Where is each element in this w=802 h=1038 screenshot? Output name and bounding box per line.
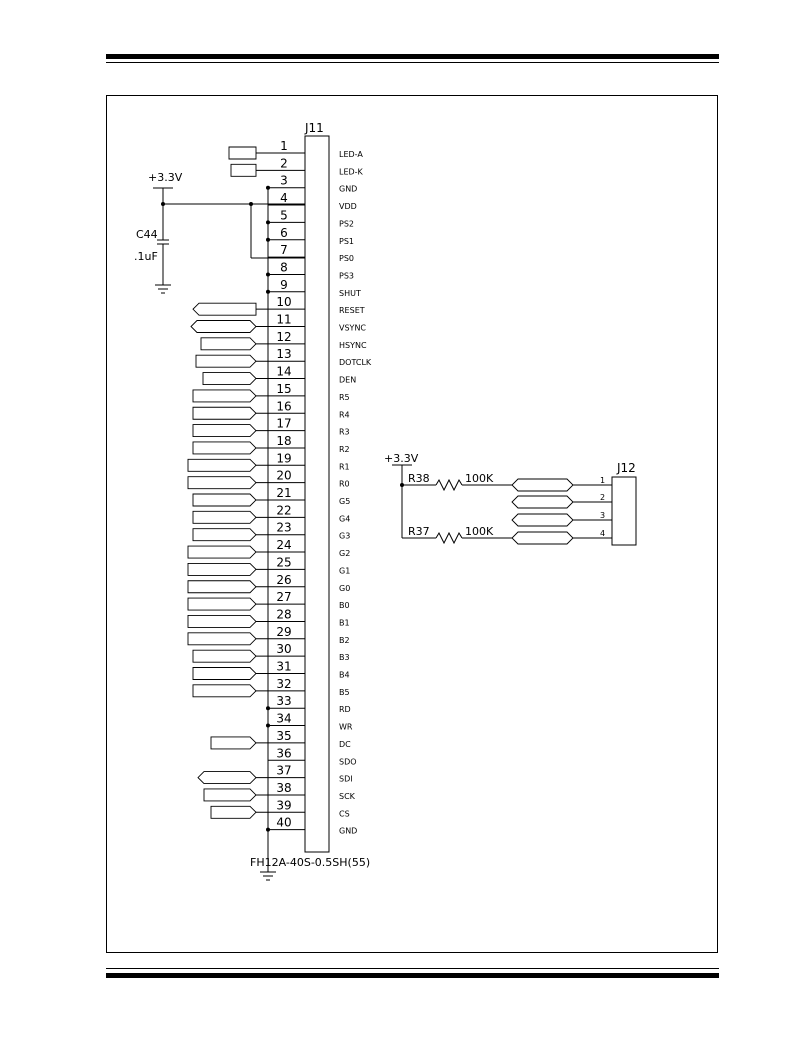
- net-label-tag: [188, 546, 256, 558]
- net-label-tag: [188, 615, 256, 627]
- j11-pin-number: 16: [276, 399, 292, 414]
- j11-pin-number: 4: [280, 191, 288, 206]
- j11-pin-number: 25: [276, 555, 292, 570]
- j11-pin-number: 19: [276, 451, 292, 466]
- j12-ref: J12: [617, 461, 636, 475]
- j11-pin-name: G3: [339, 531, 351, 541]
- j11-pin-name: PS1: [339, 236, 354, 246]
- vdd-junction-left: [161, 202, 165, 206]
- net-label-tag: [211, 806, 256, 818]
- j11-pin-number: 40: [276, 815, 292, 830]
- j11-pin-name: WR: [339, 722, 353, 732]
- j11-pin-name: B4: [339, 670, 350, 680]
- j11-pin-number: 29: [276, 624, 292, 639]
- j11-pin-name: GND: [339, 184, 358, 194]
- j11-pin-number: 30: [276, 642, 292, 657]
- net-label-tag: [193, 390, 256, 402]
- j11-pin-number: 11: [276, 312, 292, 327]
- net-label-tag: [191, 321, 256, 333]
- j11-ref: J11: [305, 121, 324, 135]
- j11-pin-name: RESET: [339, 306, 365, 316]
- j11-pin-name: VSYNC: [339, 323, 367, 333]
- j11-pin-number: 18: [276, 433, 292, 448]
- j11-pin-number: 10: [276, 295, 292, 310]
- j11-pin-number: 33: [276, 694, 292, 709]
- r38-value: 100K: [465, 472, 494, 485]
- j11-pin-name: VDD: [339, 202, 357, 212]
- connector-j11: [188, 121, 372, 869]
- j11-pin-number: 23: [276, 520, 292, 535]
- net-label-tag: [231, 164, 256, 176]
- net-label-tag: [193, 685, 256, 697]
- j11-pin-number: 5: [280, 208, 288, 223]
- net-label-tag: [211, 737, 256, 749]
- j11-pin-name: B5: [339, 687, 350, 697]
- j11-pin-name: SDO: [339, 757, 357, 767]
- net-label-tag: [193, 407, 256, 419]
- j11-pin-name: PS2: [339, 219, 354, 229]
- j11-pin-name: R2: [339, 444, 350, 454]
- j11-pin-number: 24: [276, 538, 292, 553]
- j12-pin-number: 4: [600, 529, 606, 538]
- left-supply-label: +3.3V: [148, 171, 183, 184]
- j11-pin-name: SHUT: [339, 288, 361, 298]
- net-label-tag: [193, 529, 256, 541]
- j11-pin-number: 31: [276, 659, 292, 674]
- j11-pin-name: B2: [339, 635, 350, 645]
- net-label-tag: [193, 494, 256, 506]
- net-label-tag: [188, 563, 256, 575]
- j11-pin-number: 38: [276, 780, 292, 795]
- j11-pin-name: B3: [339, 653, 350, 663]
- r38-zigzag: [436, 480, 462, 490]
- j12-net-label-tag: [512, 479, 573, 491]
- j12-net-label-tag: [512, 496, 573, 508]
- r38-ref: R38: [408, 472, 430, 485]
- r37-zigzag: [436, 533, 462, 543]
- j11-part-number: FH12A-40S-0.5SH(55): [250, 856, 371, 869]
- j11-pin-name: HSYNC: [339, 340, 367, 350]
- j11-pin-name: G1: [339, 566, 351, 576]
- net-label-tag: [193, 668, 256, 680]
- j11-pin-name: DOTCLK: [339, 358, 372, 368]
- j11-pin-number: 27: [276, 590, 292, 605]
- net-label-tag: [193, 650, 256, 662]
- net-label-tag: [203, 373, 256, 385]
- net-label-tag: [201, 338, 256, 350]
- j11-pin-name: DC: [339, 739, 351, 749]
- net-label-tag: [196, 355, 256, 367]
- j11-pin-number: 2: [280, 156, 288, 171]
- j11-body: [305, 136, 329, 852]
- j11-pin-number: 35: [276, 728, 292, 743]
- j11-pin-number: 6: [280, 225, 288, 240]
- j11-pin-group: [188, 139, 372, 836]
- net-label-tag: [188, 598, 256, 610]
- j11-pin-name: R3: [339, 427, 350, 437]
- j12-net-label-tag: [512, 514, 573, 526]
- j11-pin-name: LED-K: [339, 167, 363, 177]
- j11-pin-number: 37: [276, 763, 292, 778]
- j11-pin-name: G5: [339, 497, 351, 506]
- net-label-tag: [229, 147, 256, 159]
- j11-pin-number: 22: [276, 503, 292, 518]
- j11-pin-number: 13: [276, 347, 292, 362]
- j11-pin-number: 20: [276, 468, 292, 483]
- j11-pin-name: R4: [339, 410, 350, 420]
- net-label-tag: [204, 789, 256, 801]
- j12-pin-group: [512, 476, 612, 544]
- j11-pin-name: R5: [339, 392, 350, 402]
- net-label-tag: [188, 633, 256, 645]
- j12-body: [612, 477, 636, 545]
- net-label-tag: [193, 511, 256, 523]
- net-label-tag: [193, 442, 256, 454]
- j11-pin-number: 15: [276, 381, 292, 396]
- j11-pin-number: 26: [276, 572, 292, 587]
- j11-pin-name: SCK: [339, 791, 355, 801]
- j11-pin-name: SDI: [339, 774, 353, 784]
- j11-pin-number: 3: [280, 173, 288, 188]
- j12-pin-number: 1: [600, 476, 606, 485]
- j11-pin-name: R1: [339, 462, 350, 472]
- j11-pin-name: PS0: [339, 254, 354, 264]
- c44-value: .1uF: [134, 250, 158, 263]
- j11-pin-number: 34: [276, 711, 292, 726]
- j11-pin-number: 8: [280, 260, 288, 275]
- j11-pin-name: R0: [339, 479, 350, 489]
- j11-pin-number: 7: [280, 243, 288, 258]
- j11-pin-name: CS: [339, 809, 350, 819]
- right-pullup-section: [384, 452, 636, 545]
- j11-pin-number: 17: [276, 416, 292, 431]
- right-supply-label: +3.3V: [384, 452, 419, 465]
- c44-ref: C44: [136, 228, 158, 241]
- j11-pin-name: B1: [339, 618, 350, 628]
- net-label-tag: [193, 425, 256, 437]
- j12-net-label-tag: [512, 532, 573, 544]
- j11-pin-number: 12: [276, 329, 292, 344]
- j11-pin-number: 9: [280, 277, 288, 292]
- j12-pin-number: 2: [600, 493, 606, 502]
- j11-pin-name: G4: [339, 514, 351, 524]
- net-label-tag: [198, 772, 256, 784]
- j11-pin-name: B0: [339, 601, 350, 611]
- net-label-tag: [188, 581, 256, 593]
- j12-pin-number: 3: [600, 511, 606, 520]
- j11-pin-name: RD: [339, 705, 351, 715]
- j11-pin-name: GND: [339, 826, 358, 836]
- j11-pin-number: 21: [276, 486, 292, 500]
- j11-pin-number: 39: [276, 798, 292, 813]
- j11-pin-name: G0: [339, 583, 351, 593]
- j11-pin-number: 1: [280, 139, 288, 153]
- net-label-tag: [188, 477, 256, 489]
- j11-pin-name: G2: [339, 549, 351, 559]
- r37-value: 100K: [465, 525, 494, 538]
- net-label-tag: [193, 303, 256, 315]
- j11-pin-number: 28: [276, 607, 292, 622]
- j11-pin-name: LED-A: [339, 150, 363, 159]
- r37-ref: R37: [408, 525, 430, 538]
- j11-pin-name: PS3: [339, 271, 354, 281]
- j11-pin-name: DEN: [339, 375, 357, 385]
- j11-pin-number: 36: [276, 746, 292, 761]
- j11-pin-number: 32: [276, 676, 292, 691]
- net-label-tag: [188, 459, 256, 471]
- j11-pin-number: 14: [276, 364, 292, 379]
